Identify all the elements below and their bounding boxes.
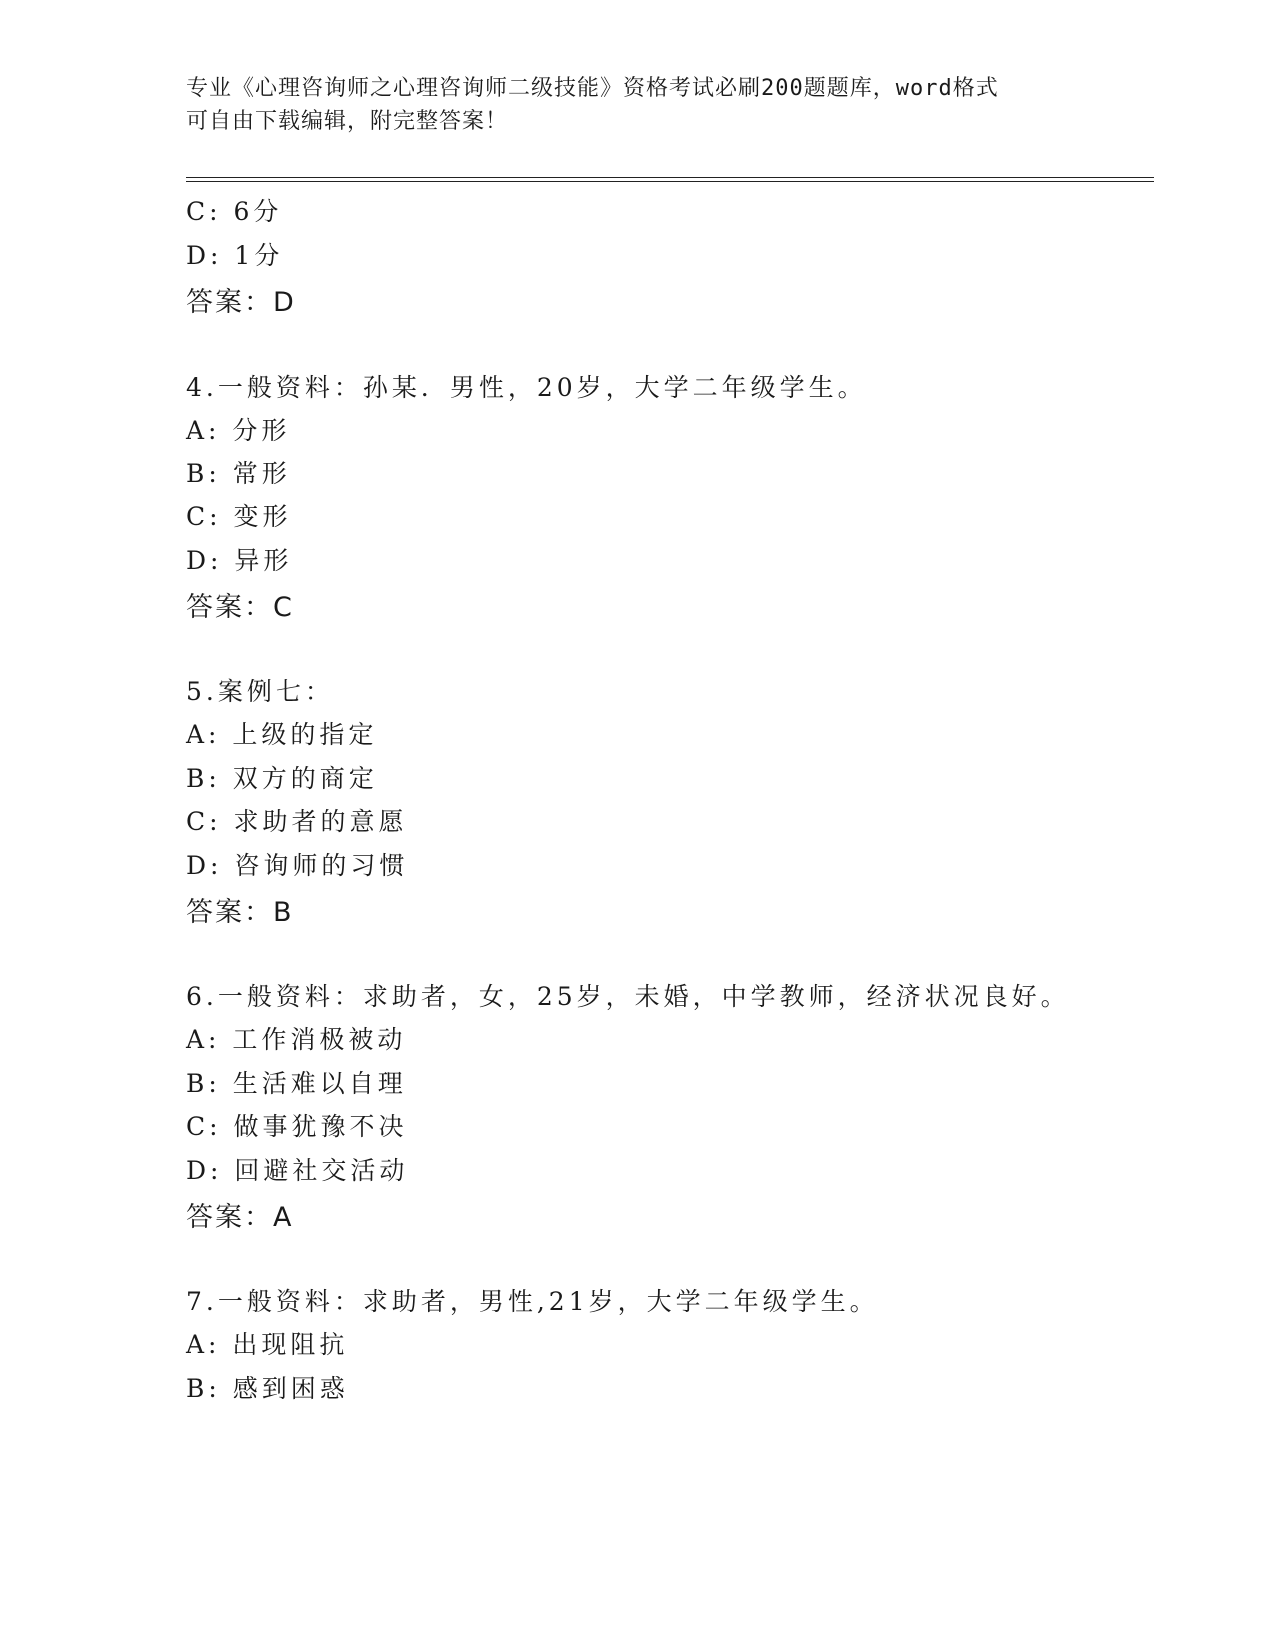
option-line: D: 回避社交活动 [186,1156,409,1185]
option-line: B: 常形 [186,459,291,488]
option-line: B: 生活难以自理 [186,1069,407,1098]
option-line: D: 咨询师的习惯 [186,851,409,880]
option-line: A: 出现阻抗 [186,1330,349,1359]
answer-line: 答案：D [186,287,296,318]
header-line-1: 专业《心理咨询师之心理咨询师二级技能》资格考试必刷200题题库，word格式 [186,76,999,101]
option-line: C: 6分 [186,197,283,226]
answer-line: 答案：C [186,592,294,623]
option-line: C: 变形 [186,502,292,531]
option-line: B: 感到困惑 [186,1374,349,1403]
header-divider-top [186,177,1154,178]
option-line: B: 双方的商定 [186,764,378,793]
answer-line: 答案：A [186,1202,294,1233]
question-line: 4.一般资料：孙某．男性，20岁，大学二年级学生。 [186,373,867,402]
document-header [186,72,1086,138]
option-line: A: 上级的指定 [186,720,378,749]
question-line: 7.一般资料：求助者，男性,21岁，大学二年级学生。 [186,1287,879,1316]
answer-line: 答案：B [186,897,294,928]
option-line: C: 求助者的意愿 [186,807,408,836]
header-divider-bottom [186,181,1154,182]
question-line: 6.一般资料：求助者，女，25岁，未婚，中学教师，经济状况良好。 [186,982,1070,1011]
option-line: D: 异形 [186,546,293,575]
option-line: D: 1分 [186,241,284,270]
option-line: A: 分形 [186,416,291,445]
header-line-2: 可自由下载编辑，附完整答案！ [186,109,509,134]
option-line: A: 工作消极被动 [186,1025,407,1054]
question-line: 5.案例七： [186,677,334,706]
option-line: C: 做事犹豫不决 [186,1112,408,1141]
